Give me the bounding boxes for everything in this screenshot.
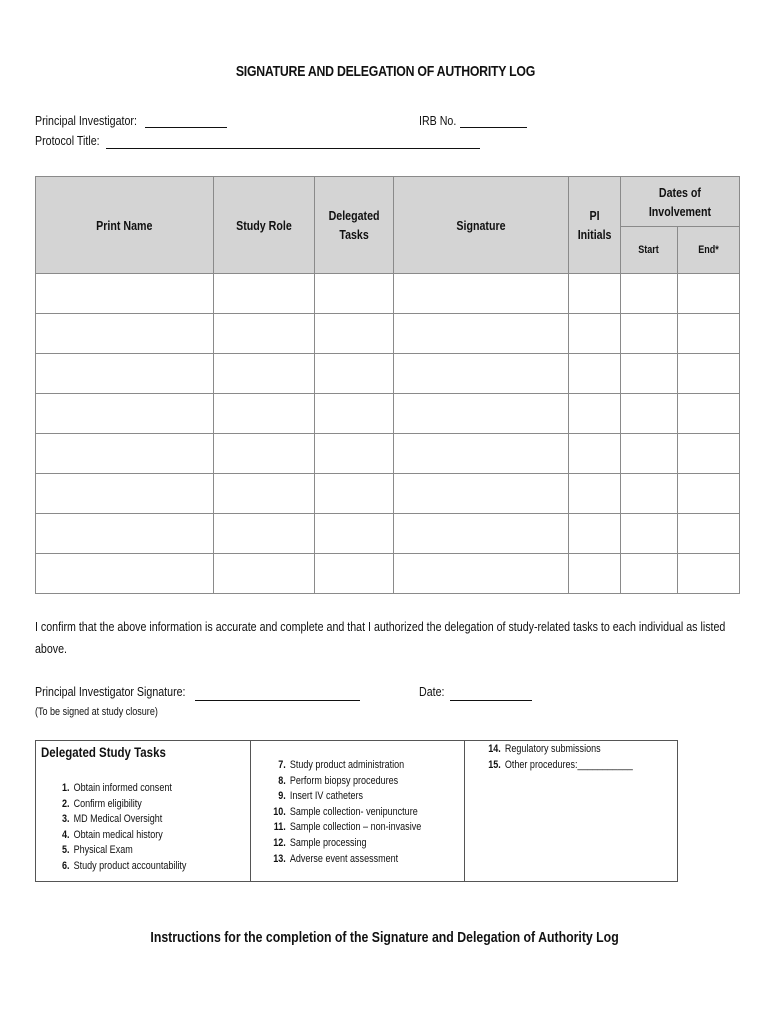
print-name-cell[interactable] (36, 554, 214, 594)
delegated-tasks-cell[interactable] (315, 314, 394, 354)
document-title: SIGNATURE AND DELEGATION OF AUTHORITY LOG (235, 63, 535, 80)
print-name-cell[interactable] (36, 514, 214, 554)
signature-cell[interactable] (394, 554, 569, 594)
task-list-3 (486, 742, 665, 773)
task-item (271, 774, 421, 790)
task-item (58, 828, 186, 844)
end-date-cell[interactable] (678, 434, 740, 474)
table-row (36, 554, 740, 594)
delegated-tasks-cell[interactable] (315, 274, 394, 314)
header-signature: Signature (394, 177, 569, 274)
end-date-cell[interactable] (678, 274, 740, 314)
task-text: Confirm eligibility (73, 797, 142, 810)
study-role-cell[interactable] (214, 474, 315, 514)
task-text: Obtain informed consent (73, 782, 172, 794)
task-number: 11. (273, 821, 286, 834)
print-name-cell[interactable] (36, 394, 214, 434)
start-date-cell[interactable] (621, 394, 678, 434)
table-row (36, 354, 740, 394)
irb-field (419, 113, 465, 128)
task-number: 8. (278, 774, 286, 787)
signature-cell[interactable] (394, 514, 569, 554)
task-number: 14. (488, 743, 501, 755)
pi-signature-line[interactable] (195, 700, 360, 701)
end-date-cell[interactable] (678, 554, 740, 594)
print-name-cell[interactable] (36, 354, 214, 394)
protocol-input-line[interactable] (106, 148, 480, 149)
task-item (271, 789, 421, 805)
date-label: Date: (419, 684, 445, 699)
pi-initials-cell[interactable] (569, 274, 621, 314)
task-text: Sample collection – non-invasive (289, 821, 422, 834)
header-start: Start (621, 227, 678, 274)
task-number: 9. (278, 790, 286, 803)
pi-signature-label: Principal Investigator Signature: (35, 684, 186, 699)
pi-initials-cell[interactable] (569, 554, 621, 594)
task-text: Sample collection- venipuncture (289, 805, 418, 818)
end-date-cell[interactable] (678, 314, 740, 354)
table-row (36, 314, 740, 354)
table-row (36, 514, 740, 554)
pi-initials-cell[interactable] (569, 394, 621, 434)
date-field (419, 684, 450, 699)
study-role-cell[interactable] (214, 314, 315, 354)
delegated-tasks-cell[interactable] (315, 394, 394, 434)
task-number: 5. (61, 844, 70, 857)
start-date-cell[interactable] (621, 474, 678, 514)
print-name-cell[interactable] (36, 434, 214, 474)
start-date-cell[interactable] (621, 314, 678, 354)
task-number: 6. (61, 859, 70, 872)
header-print-name: Print Name (36, 177, 214, 274)
task-number: 4. (61, 828, 70, 841)
confirmation-statement: I confirm that the above information is accurate and complete and that I authorized the delegation of study-related tasks to each individual as listed above. (35, 619, 726, 656)
task-item (271, 836, 421, 852)
signature-cell[interactable] (394, 394, 569, 434)
task-text: Obtain medical history (73, 828, 163, 841)
delegated-tasks-cell[interactable] (315, 354, 394, 394)
pi-initials-cell[interactable] (569, 514, 621, 554)
task-number: 13. (273, 852, 286, 865)
start-date-cell[interactable] (621, 554, 678, 594)
pi-label: Principal Investigator: (35, 113, 137, 128)
task-text: MD Medical Oversight (73, 813, 163, 826)
print-name-cell[interactable] (36, 314, 214, 354)
header-delegated-tasks: Delegated Tasks (315, 177, 394, 274)
study-role-cell[interactable] (214, 354, 315, 394)
task-item (271, 758, 421, 774)
start-date-cell[interactable] (621, 354, 678, 394)
signature-cell[interactable] (394, 474, 569, 514)
delegated-tasks-cell[interactable] (315, 554, 394, 594)
pi-initials-cell[interactable] (569, 474, 621, 514)
pi-initials-cell[interactable] (569, 314, 621, 354)
pi-initials-cell[interactable] (569, 354, 621, 394)
date-line[interactable] (450, 700, 532, 701)
start-date-cell[interactable] (621, 434, 678, 474)
study-role-cell[interactable] (214, 274, 315, 314)
task-item (58, 859, 186, 875)
print-name-cell[interactable] (36, 274, 214, 314)
end-date-cell[interactable] (678, 514, 740, 554)
signature-cell[interactable] (394, 434, 569, 474)
task-item (58, 843, 186, 859)
task-text: Physical Exam (73, 844, 133, 857)
pi-field (35, 113, 159, 128)
study-role-cell[interactable] (214, 394, 315, 434)
task-text: Sample processing (289, 836, 367, 849)
task-item (58, 812, 186, 828)
task-item (271, 852, 421, 868)
delegated-tasks-box (35, 740, 678, 882)
task-number: 7. (278, 759, 286, 771)
header-pi-initials: PI Initials (569, 177, 621, 274)
task-text: Study product administration (289, 759, 405, 771)
task-text: Adverse event assessment (289, 852, 399, 865)
end-date-cell[interactable] (678, 474, 740, 514)
task-number: 3. (61, 813, 70, 826)
pi-signature-field (35, 684, 219, 699)
start-date-cell[interactable] (621, 274, 678, 314)
task-text: Study product accountability (73, 859, 187, 872)
table-row (36, 394, 740, 434)
tasks-column-3 (465, 741, 677, 881)
task-text: Insert IV catheters (289, 790, 364, 803)
task-item (486, 758, 633, 774)
tasks-title: Delegated Study Tasks (41, 744, 166, 760)
task-list-1 (58, 781, 215, 875)
pi-initials-cell[interactable] (569, 434, 621, 474)
signature-cell[interactable] (394, 274, 569, 314)
task-item (271, 820, 421, 836)
signature-cell[interactable] (394, 314, 569, 354)
end-date-cell[interactable] (678, 354, 740, 394)
task-number: 15. (488, 758, 501, 771)
study-role-cell[interactable] (214, 554, 315, 594)
protocol-field (35, 133, 114, 148)
task-list-2 (271, 758, 454, 867)
task-item (58, 797, 186, 813)
header-dates-of-involvement: Dates of Involvement (621, 177, 740, 227)
delegated-tasks-cell[interactable] (315, 474, 394, 514)
table-row (36, 474, 740, 514)
irb-input-line[interactable] (460, 127, 527, 128)
tasks-column-1 (36, 741, 251, 881)
start-date-cell[interactable] (621, 514, 678, 554)
task-number: 2. (61, 797, 70, 810)
table-row (36, 274, 740, 314)
tasks-column-2 (251, 741, 465, 881)
study-role-cell[interactable] (214, 514, 315, 554)
task-text: Other procedures:___________ (504, 758, 633, 771)
study-role-cell[interactable] (214, 434, 315, 474)
table-row (36, 434, 740, 474)
task-number: 10. (273, 805, 286, 818)
task-text: Perform biopsy procedures (289, 774, 399, 787)
print-name-cell[interactable] (36, 474, 214, 514)
task-item (58, 781, 186, 797)
header-end: End* (678, 227, 740, 274)
signature-cell[interactable] (394, 354, 569, 394)
delegation-log-table (35, 176, 740, 594)
task-text: Regulatory submissions (504, 743, 601, 755)
task-number: 12. (273, 836, 286, 849)
log-body (36, 274, 740, 594)
end-date-cell[interactable] (678, 394, 740, 434)
task-item (271, 805, 421, 821)
delegated-tasks-cell[interactable] (315, 434, 394, 474)
protocol-label: Protocol Title: (35, 133, 100, 148)
header-study-role: Study Role (214, 177, 315, 274)
instructions-title: Instructions for the completion of the Signature and Delegation of Authority Log (150, 929, 620, 946)
task-number: 1. (61, 782, 70, 794)
pi-input-line[interactable] (145, 127, 227, 128)
signed-note: (To be signed at study closure) (35, 706, 158, 718)
task-item (486, 742, 633, 758)
irb-label: IRB No. (419, 113, 457, 128)
delegated-tasks-cell[interactable] (315, 514, 394, 554)
